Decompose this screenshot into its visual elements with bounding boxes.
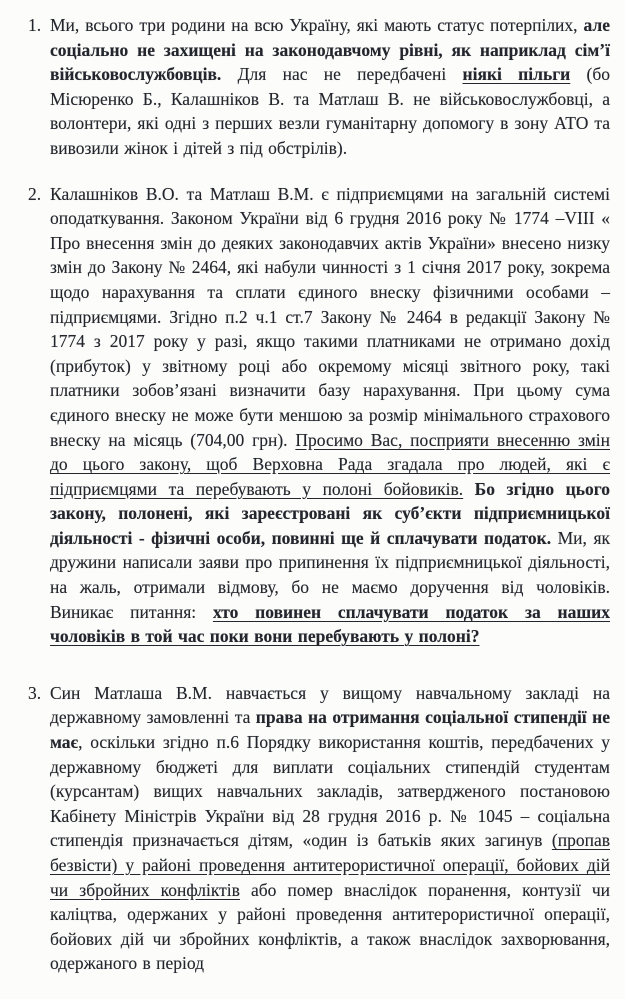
list-item — [28, 182, 610, 649]
text-run-bold: права на отримання соціальної стипендії не має — [50, 707, 610, 753]
item-number: 1. — [28, 15, 42, 35]
text-run-regular: Ми, як дружини написали заяви про припинення їх підприємницької діяльності, на жаль, отримали відмову, бо не маємо доручення від чоловіків. Виникає питання: — [50, 527, 610, 622]
list-item — [28, 13, 610, 161]
text-run-bold: але соціально не захищені на законодавчому рівні, як наприклад сім’ї військовослужбовців. — [50, 15, 610, 85]
text-run-regular: , оскільки згідно п.6 Порядку використання коштів, передбачених у державному бюджеті для виплати соціальних стипендій студентам (курсантам) вищих навчальних закладів, затвердженого постановою Кабінету Міністрів України від 28 грудня 2016 р. № 1045 – соціальна стипендія призначається дітям, «один із батьків яких загинув — [50, 732, 610, 851]
item-text — [50, 13, 610, 161]
text-run-underline: Просимо Вас, посприяти внесенню змін до цього закону, щоб Верховна Рада згадала про людей, які є підприємцями та перебувають у полоні бойовиків. — [50, 429, 610, 499]
text-run-regular: або помер внаслідок поранення, контузії чи каліцтва, одержаних у районі проведення антитерористичної операції, бойових дій чи збройних конфліктів, а також внаслідок захворювання, одержаного в період — [50, 879, 610, 974]
item-text — [50, 182, 610, 649]
list-item — [28, 681, 610, 976]
text-run-underline: (пропав безвісти) у районі проведення антитерористичної операції, бойових дій чи збройних конфліктів — [50, 830, 610, 900]
text-run-regular: Для нас не передбачені — [221, 64, 463, 85]
numbered-list — [28, 13, 610, 976]
item-number: 2. — [28, 183, 42, 204]
text-run-bold-underline: хто повинен сплачувати податок за наших чоловіків в той час поки вони перебувають у полоні? — [50, 601, 610, 647]
item-number: 3. — [28, 682, 42, 703]
text-run-regular: (бо Місюренко Б., Калашніков В. та Матлаш В. не військовослужбовці, а волонтери, які одні з перших везли гуманітарну допомогу в зону АТО та вивозили жінок і дітей з під обстрілів). — [50, 64, 610, 158]
text-run-bold: Бо згідно цього закону, полонені, які зареєстровані як суб’єкти підприємницької діяльності - фізичні особи, повинні ще й сплачувати податок. — [50, 478, 610, 548]
text-run-regular: Калашніков В.О. та Матлаш В.М. є підприємцями на загальній системі оподаткування. Законом України від 6 грудня 2016 року № 1774 –VIII « Про внесення змін до деяких законодавчих актів України» внесено низку змін до Закону № 2464, які набули чинності з 1 січня 2017 року, зокрема щодо нарахування та сплати єдиного внеску фізичними особами – підприємцями. Згідно п.2 ч.1 ст.7 Закону № 2464 в редакції Закону № 1774 з 2017 року у разі, якщо такими платниками не отримано дохід (прибуток) у звітному році або окремому місяці звітного року, такі платники зобов’язані визначити базу нарахування. При цьому сума єдиного внеску не може бути меншою за розмір мінімального страхового внеску на місяць (704,00 грн). — [50, 183, 610, 450]
text-run-bold-underline: ніякі пільги — [462, 64, 571, 85]
text-run-regular: Ми, всього три родини на всю Україну, які мають статус потерпілих, — [50, 15, 584, 35]
item-text — [50, 681, 610, 976]
text-run-regular: Син Матлаша В.М. навчається у вищому навчальному закладі на державному замовленні та — [50, 682, 610, 728]
